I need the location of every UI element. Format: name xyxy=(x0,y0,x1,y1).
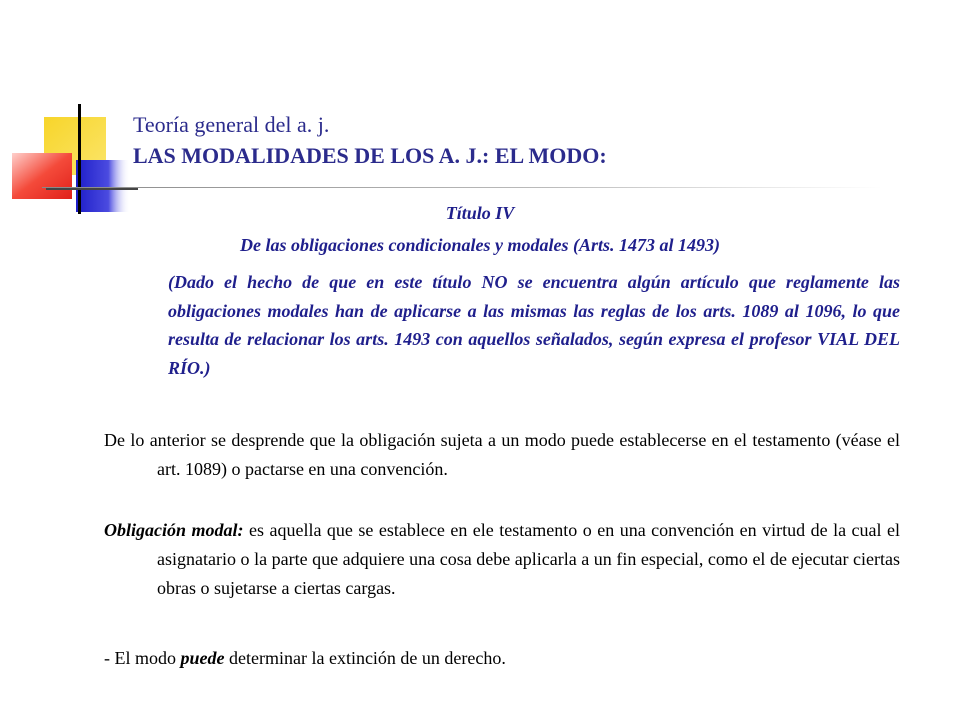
paragraph-extinction xyxy=(104,644,900,673)
extinction-emphasis: puede xyxy=(180,648,225,668)
section-title: Título IV xyxy=(445,203,515,223)
section-subtitle: De las obligaciones condicionales y modales (Arts. 1473 al 1493) xyxy=(240,235,720,255)
extinction-suffix: determinar la extinción de un derecho. xyxy=(224,648,506,668)
page-title-line1: Teoría general del a. j. xyxy=(133,112,330,137)
extinction-prefix: - El modo xyxy=(104,648,181,668)
page-title-line2: LAS MODALIDADES DE LOS A. J.: EL MODO: xyxy=(133,143,607,168)
definition-text: es aquella que se establece en ele testamento o en una convención en virtud de la cual el asignatario o la parte que adquiere una cosa debe aplicarla a un fin especial, como el de ejecutar ciertas obras o sujetarse a ciertas cargas. xyxy=(157,520,901,598)
definition-term: Obligación modal: xyxy=(104,520,244,540)
paragraph-consequence: De lo anterior se desprende que la obligación sujeta a un modo puede establecerse en el testamento (véase el art. 1089) o pactarse en una convención. xyxy=(104,430,900,479)
vertical-line xyxy=(78,104,81,214)
section-note: (Dado el hecho de que en este título NO se encuentra algún artículo que reglamente las obligaciones modales han de aplicarse a las mismas las reglas de los arts. 1089 al 1096, lo que resulta de relacionar los arts. 1493 con aquellos señalados, según expresa el profesor VIAL DEL RÍO.) xyxy=(168,272,900,378)
red-square xyxy=(12,153,72,199)
horizontal-line xyxy=(46,188,138,190)
paragraph-definition xyxy=(104,516,900,603)
title-divider xyxy=(42,187,882,188)
